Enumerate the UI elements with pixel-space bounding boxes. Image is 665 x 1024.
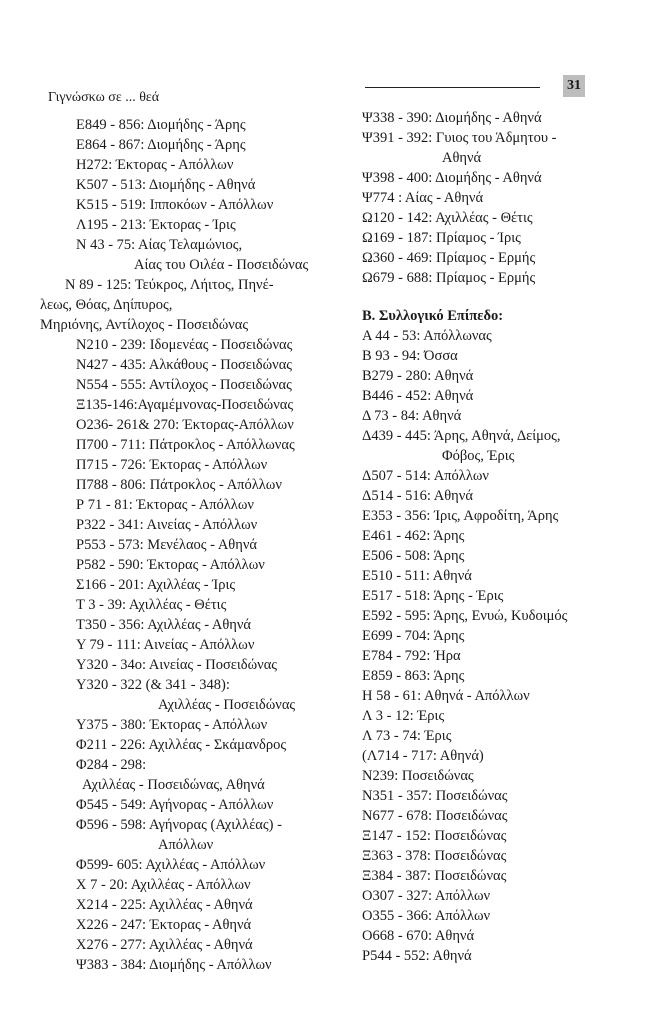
index-entry: Ρ553 - 573: Μενέλαος - Αθηνά <box>76 537 257 553</box>
index-entry: Αχιλλέας - Ποσειδώνας <box>158 697 296 713</box>
running-header-title: Γιγνώσκω σε ... θεά <box>48 90 160 105</box>
index-entry: Φ284 - 298: <box>76 757 147 773</box>
index-entry: Υ375 - 380: Έκτορας - Απόλλων <box>76 717 268 733</box>
index-entry: Ρ322 - 341: Αινείας - Απόλλων <box>76 517 258 533</box>
index-entry: Τ 3 - 39: Αχιλλέας - Θέτις <box>76 597 227 613</box>
index-entry: Ο236- 261& 270: Έκτορας-Απόλλων <box>76 417 294 433</box>
index-entry: Ψ774 : Αίας - Αθηνά <box>362 190 484 206</box>
index-entry: Ε510 - 511: Αθηνά <box>362 568 472 584</box>
index-entry: Κ507 - 513: Διομήδης - Αθηνά <box>76 177 256 193</box>
index-entry: Ψ383 - 384: Διομήδης - Απόλλων <box>76 957 272 973</box>
index-entry: Ξ135-146:Αγαμέμνονας-Ποσειδώνας <box>76 397 294 413</box>
index-entry: Χ214 - 225: Αχιλλέας - Αθηνά <box>76 897 253 913</box>
index-entry: Ν239: Ποσειδώνας <box>362 768 474 784</box>
index-entry: Β 93 - 94: Όσσα <box>362 348 458 364</box>
index-entry: Ε592 - 595: Άρης, Ενυώ, Κυδοιμός <box>362 608 568 624</box>
index-entry: Ε859 - 863: Άρης <box>362 668 465 684</box>
index-entry: Ν 89 - 125: Τεύκρος, Λήιτος, Πηνέ- <box>65 277 274 293</box>
right-column-bottom-list <box>362 326 634 966</box>
index-entry: Π700 - 711: Πάτροκλος - Απόλλωνας <box>76 437 295 453</box>
index-entry: Αίας του Οιλέα - Ποσειδώνας <box>134 257 309 273</box>
index-entry: Ν210 - 239: Ιδομενέας - Ποσειδώνας <box>76 337 293 353</box>
index-entry: Η272: Έκτορας - Απόλλων <box>76 157 234 173</box>
index-entry: Αχιλλέας - Ποσειδώνας, Αθηνά <box>82 777 265 793</box>
index-entry: Ο307 - 327: Απόλλων <box>362 888 491 904</box>
index-entry: Ε699 - 704: Άρης <box>362 628 465 644</box>
index-entry: Ε461 - 462: Άρης <box>362 528 465 544</box>
index-entry: Υ320 - 322 (& 341 - 348): <box>76 677 230 693</box>
index-entry: Ω120 - 142: Αχιλλέας - Θέτις <box>362 210 533 226</box>
index-entry: Φ599- 605: Αχιλλέας - Απόλλων <box>76 857 266 873</box>
index-entry: Π788 - 806: Πάτροκλος - Απόλλων <box>76 477 282 493</box>
index-entry: Δ 73 - 84: Αθηνά <box>362 408 462 424</box>
right-column <box>362 108 634 966</box>
index-entry: Ψ391 - 392: Γυιος του Άδμητου - <box>362 130 557 146</box>
index-entry: Αθηνά <box>442 150 482 166</box>
index-entry: Ξ363 - 378: Ποσειδώνας <box>362 848 507 864</box>
index-entry: Ω679 - 688: Πρίαμος - Ερμής <box>362 270 536 286</box>
index-entry: Ε506 - 508: Άρης <box>362 548 465 564</box>
index-entry: Ν554 - 555: Αντίλοχος - Ποσειδώνας <box>76 377 292 393</box>
index-entry: Β279 - 280: Αθηνά <box>362 368 474 384</box>
index-entry: Μηριόνης, Αντίλοχος - Ποσειδώνας <box>40 317 249 333</box>
index-entry: Σ166 - 201: Αχιλλέας - Ίρις <box>76 577 236 593</box>
index-entry: Ρ582 - 590: Έκτορας - Απόλλων <box>76 557 265 573</box>
section-heading: Β. Συλλογικό Επίπεδο: <box>362 308 504 324</box>
index-entry: Ε864 - 867: Διομήδης - Άρης <box>76 137 246 153</box>
header-rule <box>365 87 540 88</box>
index-entry: Φ596 - 598: Αγήνορας (Αχιλλέας) - <box>76 817 282 833</box>
index-entry: Λ195 - 213: Έκτορας - Ίρις <box>76 217 236 233</box>
index-entry: Ψ338 - 390: Διομήδης - Αθηνά <box>362 110 542 126</box>
index-entry: Ω360 - 469: Πρίαμος - Ερμής <box>362 250 536 266</box>
index-entry: Π715 - 726: Έκτορας - Απόλλων <box>76 457 268 473</box>
index-entry: Δ439 - 445: Άρης, Αθηνά, Δείμος, <box>362 428 561 444</box>
index-entry: Ν 43 - 75: Αίας Τελαμώνιος, <box>76 237 243 253</box>
index-entry: Ε784 - 792: Ήρα <box>362 648 461 664</box>
index-entry: Ν677 - 678: Ποσειδώνας <box>362 808 508 824</box>
index-entry: Χ 7 - 20: Αχιλλέας - Απόλλων <box>76 877 251 893</box>
page-number-badge: 31 <box>563 75 585 97</box>
index-entry: Χ276 - 277: Αχιλλέας - Αθηνά <box>76 937 253 953</box>
index-entry: Ν351 - 357: Ποσειδώνας <box>362 788 508 804</box>
index-entry: Ρ 71 - 81: Έκτορας - Απόλλων <box>76 497 254 513</box>
index-entry: Υ 79 - 111: Αινείας - Απόλλων <box>76 637 255 653</box>
index-entry: λεως, Θόας, Δηίπυρος, <box>40 297 173 313</box>
index-entry: Φ211 - 226: Αχιλλέας - Σκάμανδρος <box>76 737 287 753</box>
index-entry: Ρ544 - 552: Αθηνά <box>362 948 472 964</box>
index-entry: Απόλλων <box>158 837 214 853</box>
index-entry: (Λ714 - 717: Αθηνά) <box>362 748 484 764</box>
index-entry: Χ226 - 247: Έκτορας - Αθηνά <box>76 917 252 933</box>
index-entry: Ν427 - 435: Αλκάθους - Ποσειδώνας <box>76 357 293 373</box>
index-entry: Ψ398 - 400: Διομήδης - Αθηνά <box>362 170 542 186</box>
index-entry: Ω169 - 187: Πρίαμος - Ίρις <box>362 230 521 246</box>
index-entry: Ξ147 - 152: Ποσειδώνας <box>362 828 507 844</box>
right-column-top-list <box>362 108 634 288</box>
index-entry: Υ320 - 34ο: Αινείας - Ποσειδώνας <box>76 657 278 673</box>
index-entry: Α 44 - 53: Απόλλωνας <box>362 328 492 344</box>
index-entry: Β446 - 452: Αθηνά <box>362 388 474 404</box>
index-entry: Δ507 - 514: Απόλλων <box>362 468 489 484</box>
index-entry: Ο668 - 670: Αθηνά <box>362 928 475 944</box>
index-entry: Δ514 - 516: Αθηνά <box>362 488 473 504</box>
index-entry: Η 58 - 61: Αθηνά - Απόλλων <box>362 688 530 704</box>
index-entry: Τ350 - 356: Αχιλλέας - Αθηνά <box>76 617 252 633</box>
left-column <box>40 115 358 975</box>
index-entry: Ε517 - 518: Άρης - Έρις <box>362 588 504 604</box>
index-entry: Ο355 - 366: Απόλλων <box>362 908 491 924</box>
index-entry: Κ515 - 519: Ιπποκόων - Απόλλων <box>76 197 274 213</box>
index-entry: Ε353 - 356: Ίρις, Αφροδίτη, Άρης <box>362 508 559 524</box>
index-entry: Φ545 - 549: Αγήνορας - Απόλλων <box>76 797 274 813</box>
index-entry: Λ 3 - 12: Έρις <box>362 708 445 724</box>
index-entry: Φόβος, Έρις <box>442 448 515 464</box>
index-entry: Ε849 - 856: Διομήδης - Άρης <box>76 117 246 133</box>
index-entry: Ξ384 - 387: Ποσειδώνας <box>362 868 507 884</box>
index-entry: Λ 73 - 74: Έρις <box>362 728 452 744</box>
